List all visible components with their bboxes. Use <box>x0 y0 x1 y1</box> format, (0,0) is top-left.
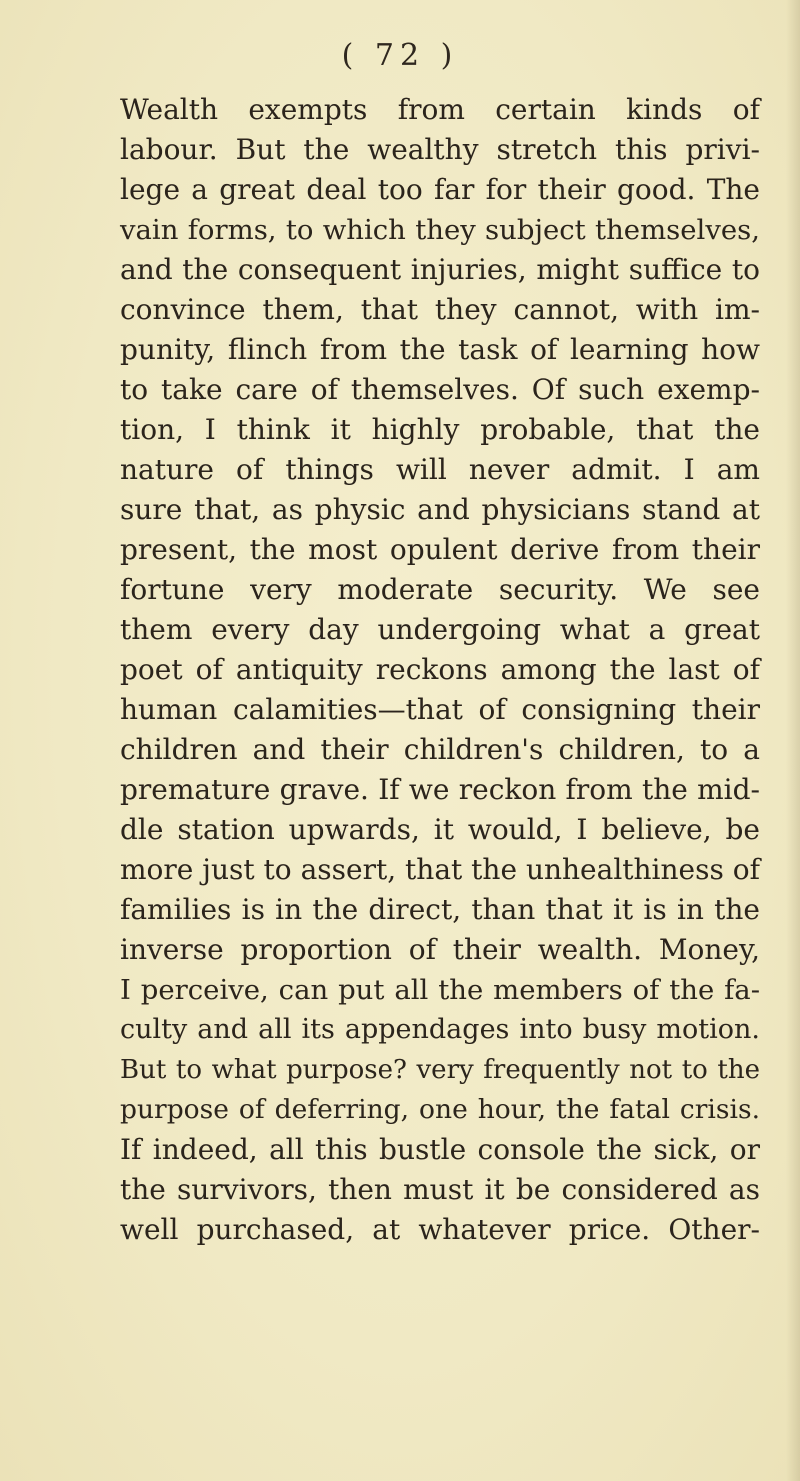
text-line: If indeed, all this bustle console the sick, or <box>120 1133 760 1166</box>
text-line: tion, I think it highly probable, that the <box>120 413 760 446</box>
text-line: to take care of themselves. Of such exemp- <box>120 373 760 406</box>
page-number: ( 72 ) <box>341 38 459 73</box>
text-line: nature of things will never admit. I am <box>120 453 760 486</box>
text-line: inverse proportion of their wealth. Money, <box>120 933 760 966</box>
text-line: poet of antiquity reckons among the last of <box>120 653 760 686</box>
text-line: children and their children's children, to a <box>120 733 760 766</box>
text-line: fortune very moderate security. We see <box>120 573 760 606</box>
page-edge-shadow <box>786 0 800 1481</box>
text-line: convince them, that they cannot, with im- <box>120 293 760 326</box>
text-line: more just to assert, that the unhealthiness of <box>120 853 760 886</box>
text-line: I perceive, can put all the members of the fa- <box>120 974 760 1006</box>
text-line: Wealth exempts from certain kinds of <box>120 93 760 126</box>
text-line: the survivors, then must it be considered as <box>120 1173 760 1206</box>
text-line: human calamities—that of consigning their <box>120 693 760 726</box>
text-line: them every day undergoing what a great <box>120 613 760 646</box>
text-line: But to what purpose? very frequently not to the <box>120 1055 760 1085</box>
body-text <box>120 90 760 1250</box>
text-line: punity, flinch from the task of learning how <box>120 333 760 366</box>
text-line: present, the most opulent derive from their <box>120 533 760 566</box>
text-line: labour. But the wealthy stretch this privi- <box>120 133 760 166</box>
text-line: and the consequent injuries, might suffice to <box>120 253 760 286</box>
text-line: lege a great deal too far for their good. The <box>120 173 760 206</box>
text-line: sure that, as physic and physicians stand at <box>120 493 760 526</box>
text-line: well purchased, at whatever price. Other- <box>120 1213 760 1246</box>
text-line: dle station upwards, it would, I believe, be <box>120 813 760 846</box>
text-line: culty and all its appendages into busy motion. <box>120 1014 760 1045</box>
text-line: purpose of deferring, one hour, the fatal crisis. <box>120 1094 760 1125</box>
text-line: vain forms, to which they subject themselves, <box>120 214 760 246</box>
text-line: families is in the direct, than that it is in the <box>120 893 760 926</box>
text-line: premature grave. If we reckon from the mid- <box>120 773 760 806</box>
